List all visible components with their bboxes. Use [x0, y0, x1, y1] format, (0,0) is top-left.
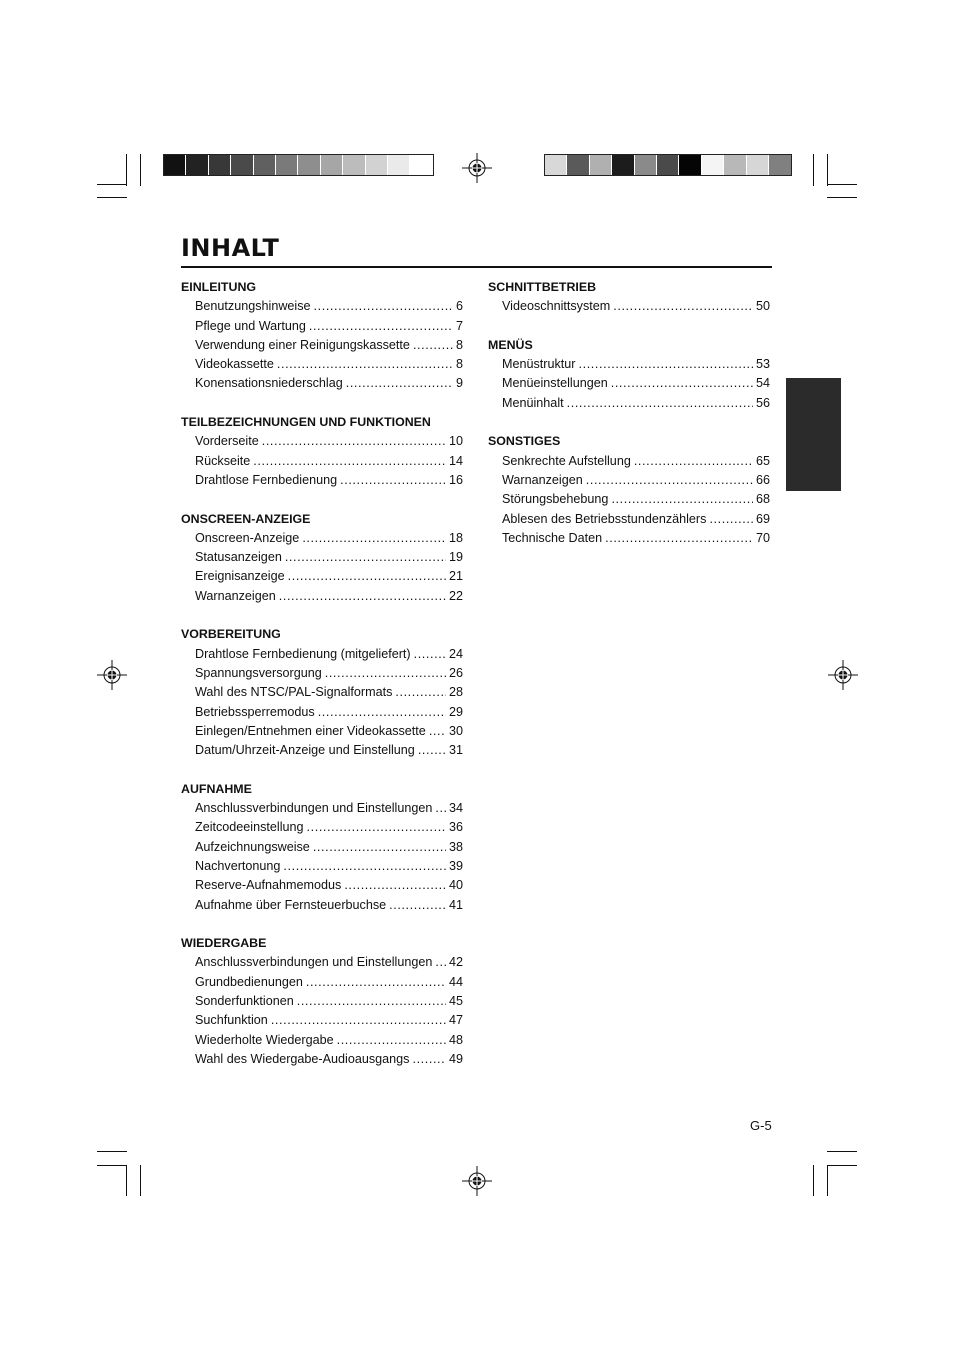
crop-mark — [126, 154, 127, 186]
toc-entry-label: Menüstruktur — [502, 357, 576, 372]
toc-entry-page: 6 — [455, 299, 463, 314]
dot-leader — [435, 799, 446, 818]
toc-entry-label: Drahtlose Fernbedienung — [195, 472, 338, 487]
dot-leader — [611, 374, 753, 393]
toc-entry-label: Verwendung einer Reinigungskassette — [195, 337, 410, 352]
color-swatch — [747, 155, 769, 175]
toc-entry-page: 68 — [755, 492, 770, 507]
dot-leader — [389, 896, 446, 915]
color-swatch — [366, 155, 388, 175]
toc-entry-label: Betriebssperremodus — [195, 704, 315, 719]
toc-entry-page: 44 — [448, 974, 463, 989]
toc-entry[interactable] — [181, 336, 463, 355]
dot-leader — [344, 876, 446, 895]
toc-entry[interactable] — [488, 355, 770, 374]
toc-entry-label: Warnanzeigen — [502, 472, 583, 487]
toc-entry-label: Drahtlose Fernbedienung (mitgeliefert) — [195, 646, 411, 661]
toc-section — [488, 278, 770, 317]
color-swatch — [164, 155, 186, 175]
color-swatch — [724, 155, 746, 175]
toc-entry-label: Einlegen/Entnehmen einer Videokassette — [195, 723, 426, 738]
toc-entry-label: Spannungsversorgung — [195, 665, 322, 680]
toc-section — [181, 780, 463, 915]
toc-entry-page: 50 — [755, 299, 770, 314]
toc-entry[interactable] — [181, 838, 463, 857]
color-swatch — [231, 155, 253, 175]
toc-entry[interactable] — [488, 297, 770, 316]
toc-entry-label: Datum/Uhrzeit-Anzeige und Einstellung — [195, 743, 415, 758]
section-heading: VORBEREITUNG — [181, 627, 281, 642]
dot-leader — [414, 645, 446, 664]
toc-entry-page: 38 — [448, 839, 463, 854]
toc-entry-page: 31 — [448, 743, 463, 758]
dot-leader — [325, 664, 446, 683]
toc-entry-page: 39 — [448, 858, 463, 873]
toc-entry-label: Nachvertonung — [195, 858, 281, 873]
toc-entry-page: 24 — [448, 646, 463, 661]
toc-entry-label: Vorderseite — [195, 434, 259, 449]
color-swatch — [276, 155, 298, 175]
toc-entry-page: 21 — [448, 569, 463, 584]
toc-entry[interactable] — [181, 799, 463, 818]
toc-entry[interactable] — [488, 394, 770, 413]
toc-entry-label: Konensationsniederschlag — [195, 376, 343, 391]
toc-entry-page: 66 — [755, 472, 770, 487]
toc-entry-label: Reserve-Aufnahmemodus — [195, 878, 342, 893]
dot-leader — [253, 452, 446, 471]
page-title: INHALT — [181, 234, 280, 262]
toc-entry-label: Rückseite — [195, 453, 251, 468]
color-swatch — [657, 155, 679, 175]
toc-entry[interactable] — [488, 471, 770, 490]
toc-entry[interactable] — [488, 510, 770, 529]
dot-leader — [302, 529, 446, 548]
section-heading: AUFNAHME — [181, 781, 252, 796]
toc-entry-label: Warnanzeigen — [195, 588, 276, 603]
color-swatch — [545, 155, 567, 175]
toc-entry-label: Grundbedienungen — [195, 974, 303, 989]
toc-entry-label: Zeitcodeeinstellung — [195, 820, 304, 835]
toc-entry[interactable] — [181, 896, 463, 915]
color-swatch — [343, 155, 365, 175]
color-swatch — [186, 155, 208, 175]
section-heading: EINLEITUNG — [181, 280, 257, 294]
toc-entry-label: Ablesen des Betriebsstundenzählers — [502, 511, 707, 526]
toc-entry[interactable] — [181, 992, 463, 1011]
toc-entry-page: 19 — [448, 550, 463, 565]
crop-mark — [140, 154, 141, 186]
section-heading: SONSTIGES — [488, 434, 561, 449]
toc-entry[interactable] — [181, 973, 463, 992]
color-calibration-bar-left — [163, 154, 434, 176]
color-swatch — [321, 155, 343, 175]
dot-leader — [429, 722, 446, 741]
dot-leader — [709, 510, 753, 529]
color-swatch — [679, 155, 701, 175]
toc-entry-label: Störungsbehebung — [502, 492, 609, 507]
toc-entry-page: 40 — [448, 878, 463, 893]
registration-mark-icon — [828, 660, 858, 690]
toc-entry[interactable] — [181, 645, 463, 664]
toc-entry-label: Wiederholte Wiedergabe — [195, 1032, 334, 1047]
dot-leader — [314, 297, 453, 316]
dot-leader — [297, 992, 446, 1011]
section-heading: SCHNITTBETRIEB — [488, 280, 597, 294]
registration-mark-icon — [97, 660, 127, 690]
toc-entry-page: 14 — [448, 453, 463, 468]
toc-entry-page: 41 — [448, 897, 463, 912]
toc-entry-label: Videokassette — [195, 357, 274, 372]
toc-entry-page: 28 — [448, 685, 463, 700]
toc-entry-label: Aufnahme über Fernsteuerbuchse — [195, 897, 387, 912]
toc-entry[interactable] — [181, 818, 463, 837]
toc-entry-page: 53 — [755, 357, 770, 372]
dot-leader — [262, 432, 446, 451]
color-swatch — [388, 155, 410, 175]
page-number: G-5 — [750, 1118, 772, 1133]
dot-leader — [605, 529, 753, 548]
toc-entry[interactable] — [181, 452, 463, 471]
toc-entry-label: Menüeinstellungen — [502, 376, 608, 391]
toc-column-right — [488, 278, 770, 567]
toc-entry[interactable] — [488, 490, 770, 509]
dot-leader — [567, 394, 753, 413]
toc-entry-page: 8 — [455, 337, 463, 352]
toc-entry[interactable] — [181, 876, 463, 895]
toc-entry-label: Menüinhalt — [502, 395, 564, 410]
toc-entry[interactable] — [181, 432, 463, 451]
crop-mark — [97, 184, 127, 185]
crop-mark — [827, 154, 828, 186]
dot-leader — [309, 317, 453, 336]
toc-entry[interactable] — [181, 374, 463, 393]
toc-entry[interactable] — [488, 452, 770, 471]
color-swatch — [702, 155, 724, 175]
dot-leader — [288, 567, 446, 586]
toc-entry-page: 34 — [448, 801, 463, 816]
toc-entry-page: 30 — [448, 723, 463, 738]
toc-entry-page: 16 — [448, 472, 463, 487]
color-swatch — [769, 155, 791, 175]
color-swatch — [254, 155, 276, 175]
toc-entry[interactable] — [181, 317, 463, 336]
toc-entry[interactable] — [181, 664, 463, 683]
crop-mark — [97, 1151, 127, 1152]
toc-entry[interactable] — [181, 529, 463, 548]
crop-mark — [97, 1165, 127, 1166]
section-heading: ONSCREEN-ANZEIGE — [181, 511, 311, 526]
toc-entry-label: Senkrechte Aufstellung — [502, 453, 631, 468]
toc-entry-page: 65 — [755, 453, 770, 468]
crop-mark — [827, 1151, 857, 1152]
dot-leader — [271, 1011, 446, 1030]
toc-section — [181, 510, 463, 606]
dot-leader — [307, 818, 446, 837]
color-swatch — [567, 155, 589, 175]
toc-entry-page: 7 — [455, 318, 463, 333]
dot-leader — [318, 703, 446, 722]
toc-entry[interactable] — [181, 953, 463, 972]
dot-leader — [611, 490, 753, 509]
toc-entry[interactable] — [181, 548, 463, 567]
toc-entry-page: 8 — [455, 357, 463, 372]
dot-leader — [346, 374, 453, 393]
toc-entry-page: 18 — [448, 530, 463, 545]
toc-section — [181, 934, 463, 1069]
dot-leader — [413, 336, 453, 355]
toc-section — [181, 278, 463, 394]
toc-entry-label: Onscreen-Anzeige — [195, 530, 300, 545]
toc-entry-label: Sonderfunktionen — [195, 993, 294, 1008]
toc-entry[interactable] — [181, 857, 463, 876]
dot-leader — [418, 741, 446, 760]
registration-mark-icon — [462, 153, 492, 183]
dot-leader — [634, 452, 753, 471]
toc-entry[interactable] — [181, 587, 463, 606]
toc-entry[interactable] — [181, 741, 463, 760]
toc-entry-page: 9 — [455, 376, 463, 391]
toc-entry[interactable] — [488, 529, 770, 548]
toc-column-left — [181, 278, 463, 1088]
toc-entry-page: 29 — [448, 704, 463, 719]
toc-entry-label: Aufzeichnungsweise — [195, 839, 310, 854]
crop-mark — [827, 197, 857, 198]
toc-entry-page: 26 — [448, 665, 463, 680]
toc-entry-page: 10 — [448, 434, 463, 449]
dot-leader — [613, 297, 753, 316]
toc-entry-label: Anschlussverbindungen und Einstellungen — [195, 955, 433, 970]
toc-entry-label: Videoschnittsystem — [502, 299, 611, 314]
section-heading: MENÜS — [488, 337, 533, 352]
dot-leader — [412, 1050, 446, 1069]
crop-mark — [827, 184, 857, 185]
toc-entry-page: 42 — [448, 955, 463, 970]
toc-entry[interactable] — [181, 1031, 463, 1050]
toc-entry-page: 22 — [448, 588, 463, 603]
toc-entry-page: 36 — [448, 820, 463, 835]
toc-entry-page: 47 — [448, 1013, 463, 1028]
crop-mark — [97, 197, 127, 198]
dot-leader — [306, 973, 446, 992]
toc-entry-label: Pflege und Wartung — [195, 318, 306, 333]
crop-mark — [140, 1165, 141, 1196]
dot-leader — [285, 548, 446, 567]
dot-leader — [586, 471, 753, 490]
toc-entry[interactable] — [181, 355, 463, 374]
color-swatch — [635, 155, 657, 175]
toc-entry[interactable] — [181, 703, 463, 722]
toc-entry[interactable] — [181, 471, 463, 490]
dot-leader — [340, 471, 446, 490]
crop-mark — [813, 1165, 814, 1196]
dot-leader — [313, 838, 446, 857]
color-calibration-bar-right — [544, 154, 792, 176]
dot-leader — [579, 355, 753, 374]
toc-entry[interactable] — [181, 567, 463, 586]
color-swatch — [209, 155, 231, 175]
color-swatch — [410, 155, 432, 175]
dot-leader — [279, 587, 446, 606]
toc-entry-page: 69 — [755, 511, 770, 526]
toc-entry-label: Ereignisanzeige — [195, 569, 285, 584]
toc-entry[interactable] — [181, 1011, 463, 1030]
color-swatch — [612, 155, 634, 175]
toc-entry-label: Benutzungshinweise — [195, 299, 311, 314]
toc-entry-label: Statusanzeigen — [195, 550, 282, 565]
crop-mark — [827, 1165, 857, 1166]
toc-entry-label: Technische Daten — [502, 530, 603, 545]
toc-entry-label: Suchfunktion — [195, 1013, 268, 1028]
dot-leader — [435, 953, 446, 972]
toc-entry-page: 70 — [755, 530, 770, 545]
crop-mark — [813, 154, 814, 186]
dot-leader — [277, 355, 453, 374]
toc-section — [181, 625, 463, 760]
toc-entry[interactable] — [181, 722, 463, 741]
toc-entry[interactable] — [181, 683, 463, 702]
toc-section — [488, 432, 770, 548]
registration-mark-icon — [462, 1166, 492, 1196]
toc-entry[interactable] — [488, 374, 770, 393]
toc-entry-label: Wahl des Wiedergabe-Audioausgangs — [195, 1051, 410, 1066]
dot-leader — [337, 1031, 446, 1050]
toc-entry-page: 54 — [755, 376, 770, 391]
dot-leader — [283, 857, 446, 876]
toc-section — [181, 413, 463, 490]
crop-mark — [126, 1165, 127, 1196]
toc-entry-page: 56 — [755, 395, 770, 410]
toc-entry[interactable] — [181, 297, 463, 316]
color-swatch — [590, 155, 612, 175]
section-heading: WIEDERGABE — [181, 936, 267, 951]
toc-entry[interactable] — [181, 1050, 463, 1069]
title-rule — [181, 266, 772, 268]
toc-entry-label: Anschlussverbindungen und Einstellungen — [195, 801, 433, 816]
toc-entry-page: 49 — [448, 1051, 463, 1066]
toc-entry-label: Wahl des NTSC/PAL-Signalformats — [195, 685, 393, 700]
color-swatch — [298, 155, 320, 175]
crop-mark — [827, 1165, 828, 1196]
dot-leader — [395, 683, 446, 702]
section-tab — [786, 378, 841, 491]
toc-section — [488, 336, 770, 413]
toc-entry-page: 45 — [448, 993, 463, 1008]
section-heading: TEILBEZEICHNUNGEN UND FUNKTIONEN — [181, 415, 431, 430]
toc-entry-page: 48 — [448, 1032, 463, 1047]
